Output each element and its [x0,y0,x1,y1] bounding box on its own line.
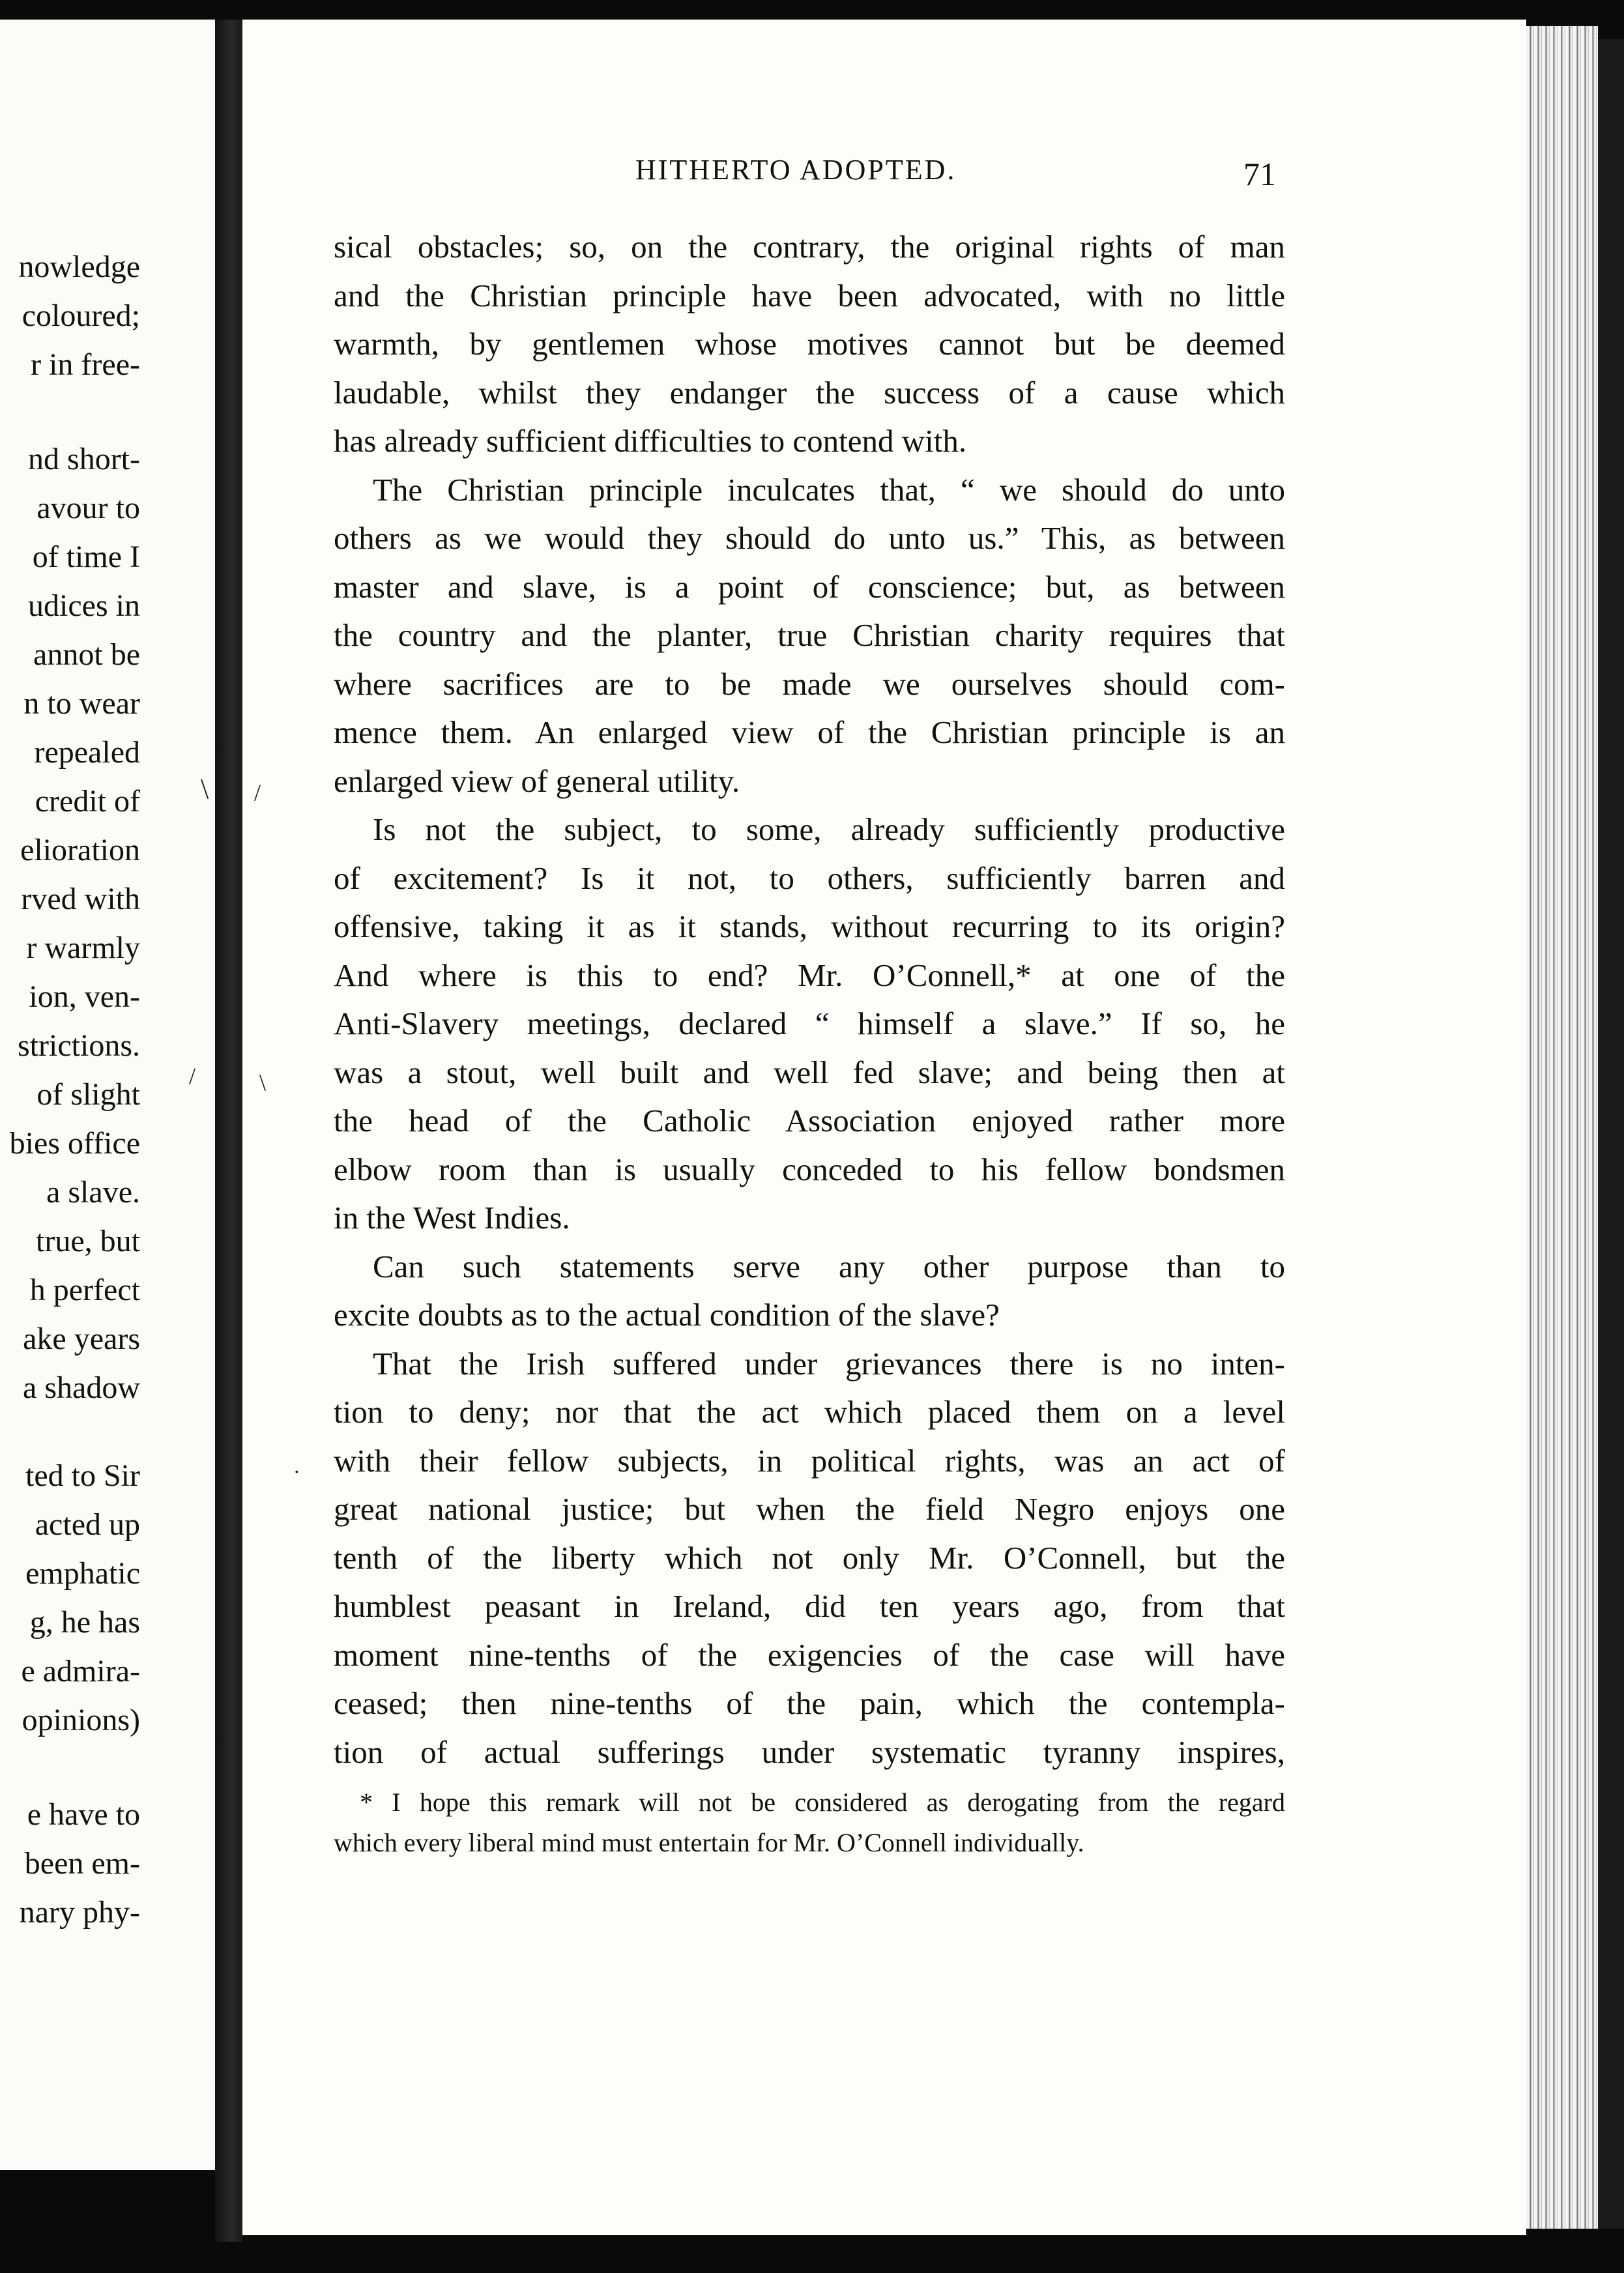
text-line: with their fellow subjects, in political rights, was an act of [334,1442,1285,1479]
left-fragment: rved with [21,882,140,916]
footnote-line: which every liberal mind must entertain for Mr. O’Connell individually. [334,1828,1084,1857]
text-line: tion to deny; nor that the act which placed them on a level [334,1394,1285,1430]
left-fragment: coloured; [22,298,140,333]
left-fragment: ake years [23,1322,140,1356]
text-line: laudable, whilst they endanger the success of a cause which [334,374,1285,411]
left-fragment: r in free- [31,347,140,382]
left-fragment: annot be [33,637,140,672]
text-line: warmth, by gentlemen whose motives cannot but be deemed [334,326,1285,362]
left-fragment: opinions) [22,1703,140,1737]
text-line: was a stout, well built and well fed slave; and being then at [334,1054,1285,1090]
left-fragment: avour to [36,491,140,525]
text-line: enlarged view of general utility. [334,762,740,799]
left-fragment: n to wear [23,686,140,721]
text-line: humblest peasant in Ireland, did ten years ago, from that [334,1588,1285,1624]
footnote-line: * I hope this remark will not be considered as derogating from the regard [360,1788,1285,1817]
margin-mark: / [254,779,261,805]
text-line: excite doubts as to the actual condition of the slave? [334,1297,1000,1333]
text-line: Anti-Slavery meetings, declared “ himself a slave.” If so, he [334,1006,1285,1041]
left-fragment: repealed [34,735,140,770]
text-line: sical obstacles; so, on the contrary, the original rights of man [334,229,1285,265]
left-page [0,20,215,2170]
left-fragment: ion, ven- [29,979,140,1014]
margin-mark: · [293,1460,300,1483]
text-line: master and slave, is a point of conscience; but, as between [334,568,1285,605]
left-fragment: nary phy- [19,1895,140,1930]
left-fragment: emphatic [25,1556,140,1591]
left-fragment: h perfect [29,1273,140,1307]
left-fragment: udices in [28,588,140,623]
page-number: 71 [1243,156,1276,192]
left-fragment: nowledge [18,250,140,284]
left-fragment: nd short- [28,442,140,476]
left-fragment: credit of [35,784,140,818]
left-fragment: acted up [35,1507,140,1542]
page-edges [1526,26,1598,2229]
text-line: great national justice; but when the field Negro enjoys one [334,1491,1285,1527]
text-line: The Christian principle inculcates that, “ we should do unto [373,471,1285,508]
text-line: And where is this to end? Mr. O’Connell,* at one of the [334,957,1285,993]
margin-mark: \ [201,773,209,805]
margin-mark: / [189,1063,196,1089]
margin-mark: \ [259,1069,267,1095]
running-head: HITHERTO ADOPTED. [635,154,957,186]
text-line: in the West Indies. [334,1200,570,1236]
left-fragment: been em- [24,1846,140,1881]
footnote [334,1782,1285,1863]
text-line: tenth of the liberty which not only Mr. O’Connell, but the [334,1539,1285,1576]
text-line: moment nine-tenths of the exigencies of the case will have [334,1636,1285,1673]
left-fragment: bies office [9,1126,140,1161]
left-fragment: ted to Sir [25,1458,140,1493]
text-line: ceased; then nine-tenths of the pain, which the contempla- [334,1685,1285,1721]
left-fragment: elioration [20,833,140,867]
text-line: That the Irish suffered under grievances there is no inten- [373,1345,1285,1382]
text-line: the country and the planter, true Christian charity requires that [334,617,1285,653]
text-line: Is not the subject, to some, already sufficiently productive [373,811,1285,847]
text-line: elbow room than is usually conceded to his fellow bondsmen [334,1151,1285,1187]
book-gutter [215,20,242,2242]
book-cover-edge [1598,39,1624,2229]
left-fragment: e have to [27,1797,140,1832]
left-fragment: a slave. [46,1175,140,1209]
text-line: others as we would they should do unto us.” This, as between [334,520,1285,556]
text-line: has already sufficient difficulties to contend with. [334,423,967,459]
text-line: mence them. An enlarged view of the Christian principle is an [334,714,1285,750]
text-line: tion of actual sufferings under systematic tyranny inspires, [334,1733,1285,1770]
left-fragment: true, but [36,1224,140,1258]
text-line: and the Christian principle have been advocated, with no little [334,277,1285,313]
left-fragment: of time I [32,540,140,574]
body-text [334,223,1285,1776]
text-line: of excitement? Is it not, to others, sufficiently barren and [334,860,1285,896]
left-fragment: e admira- [21,1654,140,1688]
text-line: Can such statements serve any other purpose than to [373,1248,1285,1284]
left-fragment: strictions. [18,1028,140,1063]
left-fragment: g, he has [29,1605,140,1640]
text-line: where sacrifices are to be made we ourselves should com- [334,665,1285,702]
text-line: offensive, taking it as it stands, without recurring to its origin? [334,908,1285,944]
left-fragment: r warmly [26,931,140,965]
text-line: the head of the Catholic Association enjoyed rather more [334,1103,1285,1138]
left-fragment: a shadow [23,1370,140,1405]
left-fragment: of slight [36,1077,140,1112]
